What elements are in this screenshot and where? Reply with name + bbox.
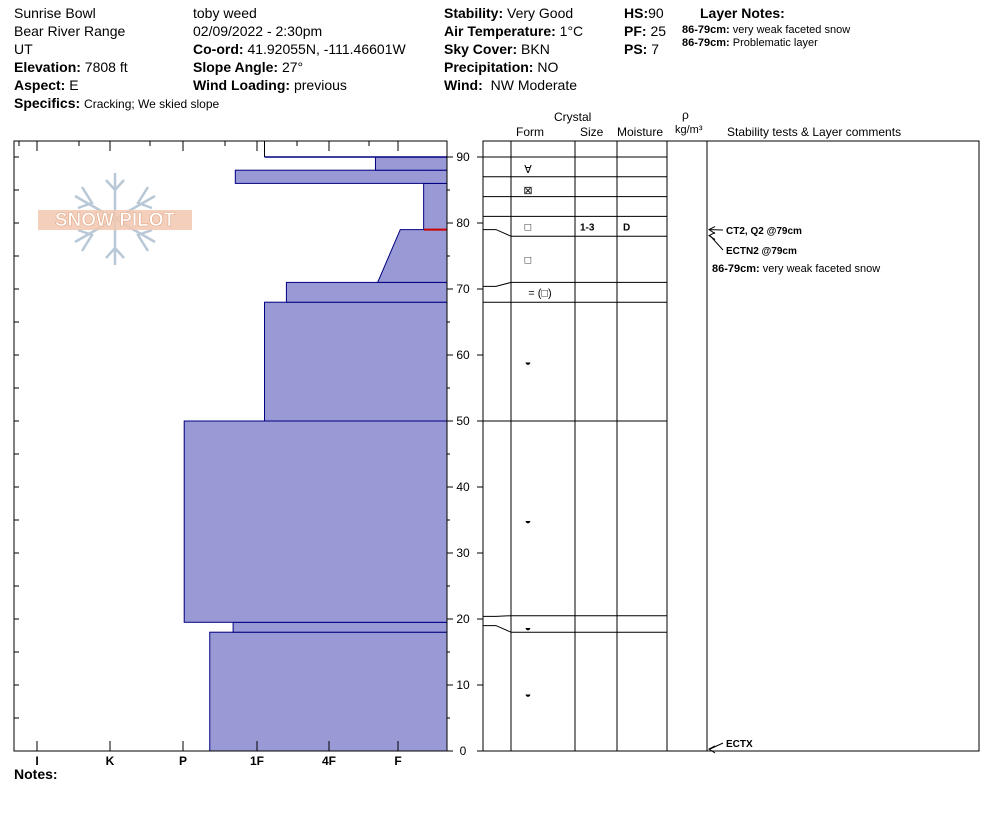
specifics-value: Cracking; We skied slope <box>84 97 220 111</box>
hs-label: HS: <box>624 5 649 21</box>
depth-tick-label: 60 <box>456 348 470 362</box>
state: UT <box>14 41 33 57</box>
hardness-layer-bar <box>233 622 447 632</box>
wind-value: NW Moderate <box>490 77 577 93</box>
grain-form-symbol: ◒ <box>524 515 532 527</box>
air-temp-label: Air Temperature: <box>444 23 556 39</box>
form-header: Form <box>516 125 544 139</box>
observation-datetime: 02/09/2022 - 2:30pm <box>193 23 323 39</box>
sky-label: Sky Cover: <box>444 41 518 57</box>
coordinates-value: 41.92055N, -111.46601W <box>247 41 406 57</box>
depth-tick-label: 80 <box>456 216 470 230</box>
size-header: Size <box>580 125 604 139</box>
layer-connector <box>483 626 511 633</box>
layer-symbols <box>523 164 630 701</box>
density-symbol: ρ <box>682 108 689 122</box>
depth-tick-label: 50 <box>456 414 470 428</box>
location-name: Sunrise Bowl <box>14 5 96 21</box>
grain-form-symbol: □ <box>524 254 532 267</box>
hardness-tick-label: P <box>178 754 188 768</box>
layer-note-2-range: 86-79cm: <box>682 37 730 49</box>
grain-form-symbol: = (□) <box>528 287 552 300</box>
pf-value: 25 <box>650 23 667 39</box>
hardness-layer-bar <box>184 421 447 622</box>
layer-connector <box>483 616 511 617</box>
stability-test-label: ECTN2 @79cm <box>726 246 797 257</box>
comment-arrow <box>710 743 723 749</box>
layer-notes-title: Layer Notes: <box>700 5 785 21</box>
comment-note <box>712 263 880 276</box>
density-unit: kg/m³ <box>675 124 703 136</box>
coordinates-label: Co-ord: <box>193 41 244 57</box>
stability-test-label: CT2, Q2 @79cm <box>726 226 802 237</box>
specifics-label: Specifics: <box>14 95 81 111</box>
layer-note-1-range: 86-79cm: <box>682 24 730 36</box>
wind-loading-label: Wind Loading: <box>193 77 291 93</box>
crystal-header: Crystal <box>554 110 592 124</box>
hardness-tick-label: 1F <box>249 754 265 768</box>
depth-tick-label: 20 <box>456 612 470 626</box>
wind-label: Wind: <box>444 77 483 93</box>
hardness-layer-bar <box>375 157 447 170</box>
depth-tick-label: 10 <box>456 678 470 692</box>
slope-value: 27° <box>281 59 304 75</box>
grain-form-symbol: ◒ <box>524 621 532 634</box>
hardness-profile <box>184 141 447 751</box>
hardness-layer-bar <box>265 302 448 421</box>
hardness-tick-label: 4F <box>321 754 337 768</box>
hardness-tick-label: F <box>394 754 402 768</box>
grain-form-symbol: ∀ <box>524 163 532 176</box>
stability-value: Very Good <box>507 5 574 21</box>
depth-tick-label: 0 <box>459 744 467 758</box>
hardness-layer-bar <box>378 230 447 283</box>
comment-note-text: very weak faceted snow <box>762 263 881 275</box>
mountain-range: Bear River Range <box>14 23 126 39</box>
slope-label: Slope Angle: <box>193 59 279 75</box>
grain-form-symbol: □ <box>524 221 532 234</box>
layer-connector <box>483 282 511 286</box>
elevation-value: 7808 ft <box>84 59 128 75</box>
hardness-tick-label: I <box>35 754 39 768</box>
stability-test-label: ECTX <box>726 739 753 750</box>
snow-pilot-logo <box>38 173 192 265</box>
wind-loading-value: previous <box>293 77 347 93</box>
sky-value: BKN <box>521 41 550 57</box>
grain-form-symbol: ◒ <box>524 356 532 369</box>
moisture-class: D <box>623 222 631 234</box>
logo-text: SNOW PILOT <box>54 210 176 231</box>
hs-value: 90 <box>648 5 664 21</box>
hardness-layer-bar <box>210 632 447 751</box>
comments-header: Stability tests & Layer comments <box>727 125 902 139</box>
aspect-value: E <box>69 77 79 93</box>
grain-form-symbol: ◒ <box>524 688 532 701</box>
ps-value: 7 <box>651 41 660 57</box>
depth-tick-label: 40 <box>456 480 470 494</box>
grain-size: 1-3 <box>580 222 595 234</box>
hardness-layer-bar <box>286 282 447 302</box>
observer: toby weed <box>193 5 257 21</box>
layer-note-1-text: very weak faceted snow <box>732 24 851 36</box>
layer-table-columns <box>511 141 707 751</box>
grain-form-symbol: ⊠ <box>523 185 533 197</box>
hardness-tick-label: K <box>105 754 115 768</box>
depth-tick-label: 30 <box>456 546 470 560</box>
elevation-label: Elevation: <box>14 59 81 75</box>
stability-label: Stability: <box>444 5 504 21</box>
depth-axis <box>447 150 483 758</box>
precip-label: Precipitation: <box>444 59 534 75</box>
notes-label: Notes: <box>14 766 58 782</box>
comment-marks <box>709 226 802 753</box>
depth-tick-label: 70 <box>456 282 470 296</box>
aspect-label: Aspect: <box>14 77 66 93</box>
hardness-layer-bar <box>235 170 447 183</box>
ps-label: PS: <box>624 41 648 57</box>
depth-tick-label: 90 <box>456 150 470 164</box>
precip-value: NO <box>537 59 559 75</box>
comment-note-range: 86-79cm: <box>712 263 760 275</box>
hardness-layer-bar <box>424 183 447 229</box>
moisture-header: Moisture <box>617 125 664 139</box>
layer-connector <box>483 230 511 237</box>
layer-note-2-text: Problematic layer <box>732 37 818 49</box>
pf-label: PF: <box>624 23 647 39</box>
air-temp-value: 1°C <box>559 23 584 39</box>
